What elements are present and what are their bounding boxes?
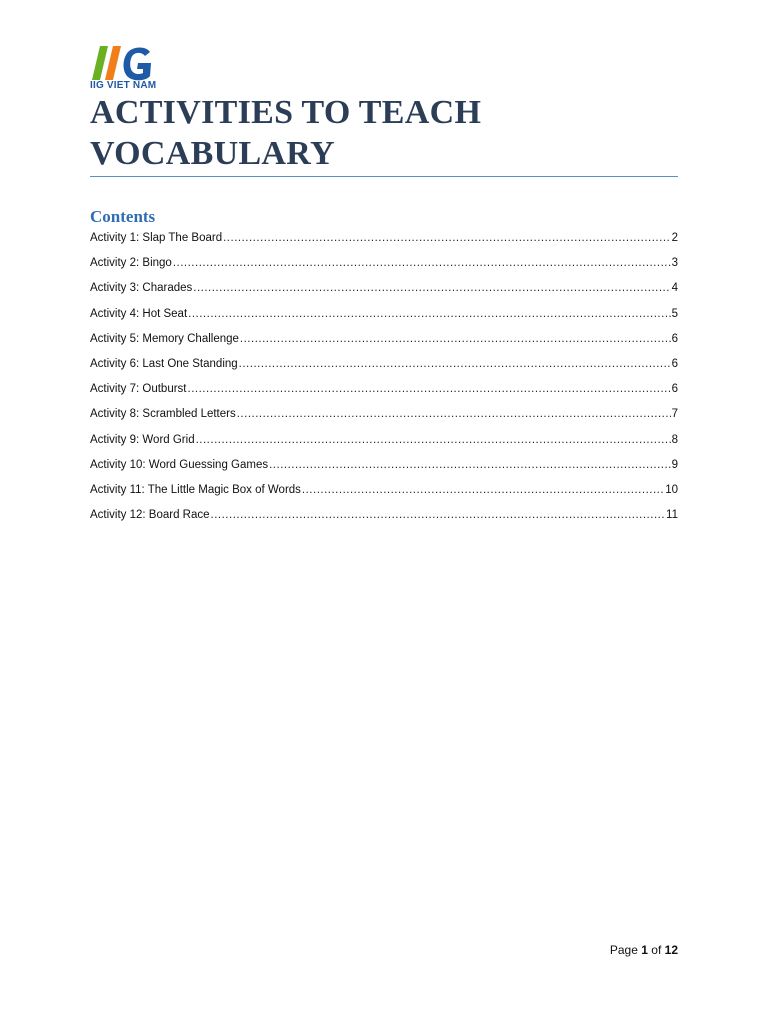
toc-entry-page: 6 [671, 383, 678, 396]
toc-dot-leader [188, 383, 671, 395]
footer-total-pages: 12 [664, 943, 678, 957]
toc-entry-label: Activity 7: Outburst [90, 383, 187, 396]
document-title: ACTIVITIES TO TEACH VOCABULARY [90, 94, 482, 172]
toc-dot-leader [302, 484, 664, 496]
toc-entry-page: 6 [671, 357, 678, 370]
toc-entry-activity-5[interactable] [90, 333, 678, 358]
page-footer [610, 943, 678, 957]
toc-dot-leader [193, 282, 670, 294]
toc-entry-activity-6[interactable] [90, 358, 678, 383]
toc-dot-leader [188, 308, 670, 320]
toc-entry-label: Activity 2: Bingo [90, 257, 172, 270]
toc-dot-leader [173, 257, 671, 269]
toc-entry-page: 11 [666, 509, 678, 522]
footer-current-page: 1 [641, 943, 648, 957]
iig-logo-icon [90, 44, 160, 82]
toc-dot-leader [239, 358, 671, 370]
toc-entry-page: 5 [671, 307, 678, 320]
toc-entry-label: Activity 11: The Little Magic Box of Words [90, 483, 301, 496]
toc-entry-label: Activity 10: Word Guessing Games [90, 458, 269, 471]
toc-entry-activity-9[interactable] [90, 434, 678, 459]
toc-dot-leader [223, 232, 670, 244]
toc-entry-page: 3 [671, 257, 678, 270]
footer-page-word: Page [609, 943, 638, 957]
toc-entry-activity-3[interactable] [90, 282, 678, 307]
toc-entry-activity-12[interactable] [90, 509, 678, 534]
toc-entry-activity-7[interactable] [90, 383, 678, 408]
toc-entry-page: 2 [671, 232, 678, 244]
toc-entry-label: Activity 9: Word Grid [90, 433, 195, 446]
title-divider [90, 176, 678, 177]
toc-entry-label: Activity 4: Hot Seat [90, 307, 188, 320]
toc-entry-label: Activity 12: Board Race [90, 509, 210, 522]
toc-entry-page: 4 [671, 282, 678, 295]
toc-entry-label: Activity 6: Last One Standing [90, 357, 238, 370]
footer-of-word: of [651, 943, 662, 957]
toc-entry-page: 8 [671, 433, 678, 446]
toc-entry-activity-1[interactable] [90, 232, 678, 257]
toc-dot-leader [196, 434, 671, 446]
toc-entry-page: 10 [665, 483, 678, 496]
toc-dot-leader [237, 408, 671, 420]
toc-dot-leader [211, 509, 666, 521]
toc-entry-label: Activity 5: Memory Challenge [90, 332, 239, 345]
toc-dot-leader [269, 459, 670, 471]
toc-entry-label: Activity 1: Slap The Board [90, 232, 223, 244]
toc-entry-activity-10[interactable] [90, 459, 678, 484]
logo-caption: IIG VIET NAM [90, 80, 157, 91]
toc-entry-activity-4[interactable] [90, 308, 678, 333]
toc-entry-label: Activity 8: Scrambled Letters [90, 408, 236, 421]
toc-entry-page: 9 [671, 458, 678, 471]
toc-entry-label: Activity 3: Charades [90, 282, 193, 295]
toc-entry-page: 6 [671, 332, 678, 345]
table-of-contents [90, 232, 678, 534]
toc-entry-activity-8[interactable] [90, 408, 678, 433]
toc-entry-activity-2[interactable] [90, 257, 678, 282]
toc-dot-leader [240, 333, 671, 345]
contents-heading: Contents [90, 207, 156, 226]
toc-entry-page: 7 [671, 408, 678, 421]
toc-entry-activity-11[interactable] [90, 484, 678, 509]
